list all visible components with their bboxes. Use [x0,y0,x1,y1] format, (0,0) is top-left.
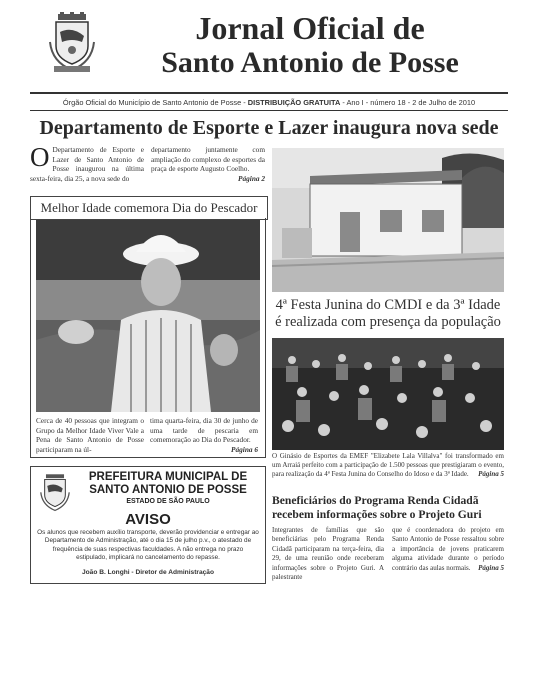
renda-page-ref: Página 5 [478,563,504,572]
festa-headline-line1: 4ª Festa Junina do CMDI e da 3ª Idade [275,297,501,313]
fisherman-page-ref: Página 6 [231,444,258,454]
festa-headline-line2: é realizada com presença da população [275,314,501,330]
notice-state: ESTADO DE SÃO PAULO [126,498,210,505]
lead-photo-sports-building [272,148,504,292]
notice-crest-icon [39,473,71,513]
lead-col2 [151,145,265,183]
festa-page-ref: Página 5 [478,470,504,479]
lead-col1 [30,142,144,183]
notice-box [30,466,266,584]
renda-col1 [272,526,384,582]
lead-page-ref: Página 2 [238,173,265,183]
festa-headline [272,297,504,331]
festa-caption [272,452,504,480]
municipal-crest-logo [48,12,96,74]
fisherman-col2-text: tima quarta-feira, dia 30 de junho de uma tarde de pescaria em comemoração ao Dia do Pescador. [150,416,258,445]
masthead-rule-bottom [30,110,508,111]
masthead-rule-top [30,92,508,94]
fisherman-headline-box [30,196,268,220]
edition-info: - Ano I - número 18 - 2 de Julho de 2010 [342,98,476,107]
lead-dropcap: O [30,142,50,172]
renda-col2-text: que é coordenadora do projeto em Santo Antonio de Posse ressaltou sobre a importância de jovens praticarem alguma atividade durante o período contrário das aulas normais. [392,526,504,572]
renda-headline-line1: Beneficiários do Programa Renda Cidadã [272,494,479,507]
masthead-subtitle: Órgão Oficial do Município de Santo Antonio de Posse [62,98,242,107]
renda-headline-line2: recebem informações sobre o Projeto Guri [272,508,482,521]
masthead-subline: Órgão Oficial do Município de Santo Antonio de Posse - DISTRIBUIÇÃO GRATUITA - Ano I - número 18 - 2 de Julho de 2010 [62,98,476,107]
lead-col1-text: Departamento de Esporte e Lazer de Santo Antonio de Posse inaugurou na última sexta-feira, dia 25, a nova sede do [30,145,144,183]
masthead-title-line1: Jornal Oficial de [195,10,425,46]
notice-signature: João B. Longhi - Diretor de Administração [81,569,214,576]
fisherman-col1-text: Cerca de 40 pessoas que integram o Grupo da Melhor Idade Viver Vale a Pena de Santo Antonio de Posse participaram na úl- [36,416,144,454]
masthead-title-line2: Santo Antonio de Posse [161,46,459,79]
distribution-label: DISTRIBUIÇÃO GRATUITA [247,98,341,107]
notice-org-line1: PREFEITURA MUNICIPAL DE [88,471,248,483]
fisherman-frame [30,218,266,458]
notice-title: AVISO [125,511,171,528]
lead-col2-text: departamento juntamente com ampliação do complexo de esportes da praça de esporte Augusto Coelho. [151,145,265,174]
renda-col2 [392,526,504,573]
lead-headline: Departamento de Esporte e Lazer inaugura nova sede [39,117,499,139]
renda-headline [272,494,512,522]
festa-photo-crowd [272,338,504,450]
notice-org [75,471,261,507]
festa-caption-text: O Ginásio de Esportes da EMEF "Elizabete Lala Villalva" foi transformado em um Arraiá perfeito com a participação de 1.500 pessoas que prestigiaram o evento, para realização da 4ª Festa Junina do Conselho do Idoso e da 3ª Idade. [272,452,504,479]
notice-org-line2: SANTO ANTONIO DE POSSE [89,484,247,496]
fisherman-headline: Melhor Idade comemora Dia do Pescador [40,200,258,215]
notice-body: Os alunos que recebem auxílio transporte, deverão providenciar e entregar ao Departamento de Administração, até o dia 15 de julho p.v., o atestado de frequência de suas respectivas faculdades. A não entrega no prazo estipulado, implicará no cancelamento do repasse. [37,529,259,562]
renda-col1-text: Integrantes de famílias que são beneficiárias pelo Programa Renda Cidadã participaram na terça-feira, dia 29, de uma reunião onde receberam informações sobre o Projeto Guri. A palestrante [272,526,384,582]
